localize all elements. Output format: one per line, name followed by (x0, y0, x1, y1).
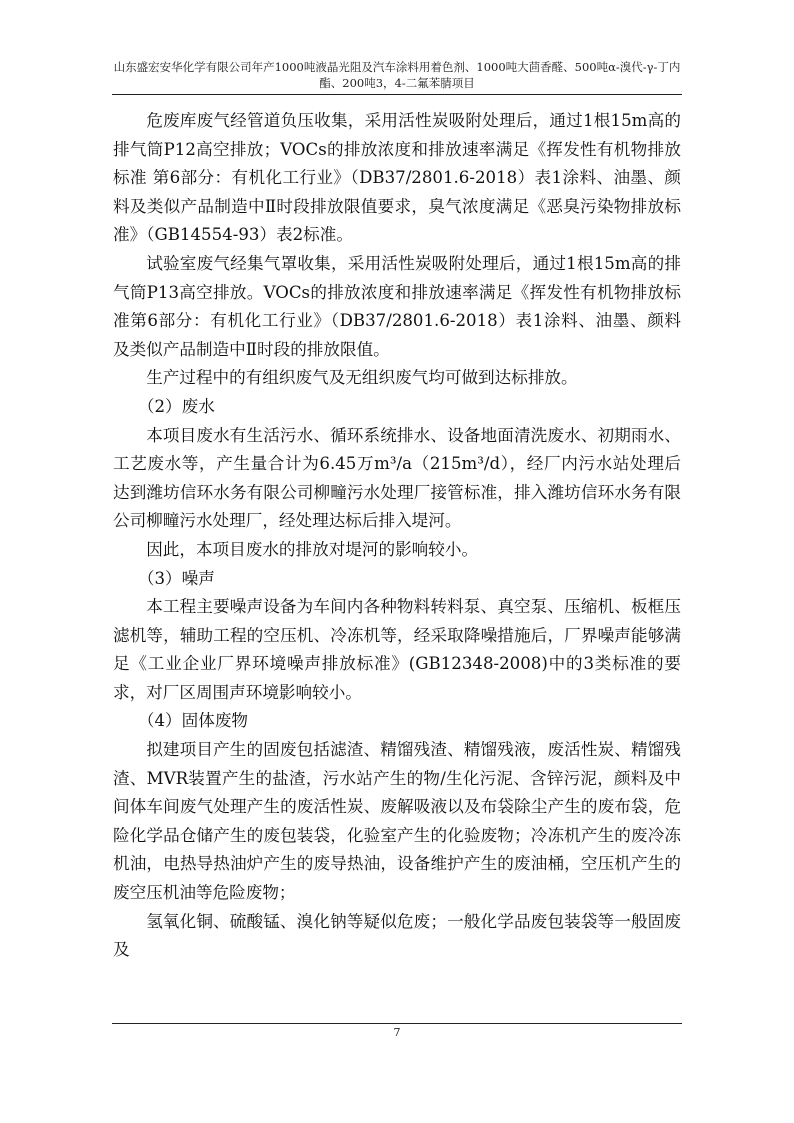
section-heading-solid-waste: （4）固体废物 (137, 711, 249, 731)
header-divider (112, 94, 682, 95)
paragraph-wastewater: 本项目废水有生活污水、循环系统排水、设备地面清洗废水、初期雨水、工艺废水等，产生量合计为6.45万m³/a（215m³/d），经厂内污水站处理后达到潍坊信环水务有限公司柳疃污水处理厂接管标准，排入潍坊信环水务有限公司柳疃污水处理厂，经处理达标后排入堤河。 (113, 425, 681, 531)
section-heading-wastewater: （2）废水 (137, 396, 215, 416)
footer-divider (112, 1023, 682, 1024)
body-text (113, 107, 681, 965)
running-header: 山东盛宏安华化学有限公司年产1000吨液晶光阻及汽车涂料用着色剂、1000吨大茴香醛、500吨α-溴代-γ-丁内酯、200吨3，4-二氟苯腈项目 (113, 60, 681, 90)
paragraph-wastewater-conclusion: 因此，本项目废水的排放对堤河的影响较小。 (146, 539, 479, 559)
paragraph-hazardous-waste-storage-gas: 危废库废气经管道负压收集，采用活性炭吸附处理后，通过1根15m高的排气筒P12高空排放；VOCs的排放浓度和排放速率满足《挥发性有机物排放标准 第6部分：有机化工行业》（DB37/2801.6-2018）表1涂料、油墨、颜料及类似产品制造中Ⅱ时段排放限值要求，臭气浓度满足《恶臭污染物排放标准》（GB14554-93）表2标准。 (113, 111, 681, 245)
paragraph-noise: 本工程主要噪声设备为车间内各种物料转料泵、真空泵、压缩机、板框压滤机等，辅助工程的空压机、冷冻机等，经采取降噪措施后，厂界噪声能够满足《工业企业厂界环境噪声排放标准》(GB12348-2008)中的3类标准的要求，对厂区周围声环境影响较小。 (113, 597, 681, 702)
paragraph-laboratory-gas: 试验室废气经集气罩收集，采用活性炭吸附处理后，通过1根15m高的排气筒P13高空排放。VOCs的排放浓度和排放速率满足《挥发性有机物排放标准第6部分：有机化工行业》（DB37/2801.6-2018）表1涂料、油墨、颜料及类似产品制造中Ⅱ时段的排放限值。 (113, 253, 681, 359)
page-number: 7 (393, 1026, 401, 1039)
paragraph-solid-waste: 拟建项目产生的固废包括滤渣、精馏残渣、精馏残液，废活性炭、精馏残渣、MVR装置产生的盐渣，污水站产生的物/生化污泥、含锌污泥，颜料及中间体车间废气处理产生的废活性炭、废解吸液以及布袋除尘产生的废布袋，危险化学品仓储产生的废包装袋，化验室产生的化验废物；冷冻机产生的废冷冻机油，电热导热油炉产生的废导热油，设备维护产生的废油桶，空压机产生的废空压机油等危险废物； (113, 740, 681, 903)
section-heading-noise: （3）噪声 (137, 568, 215, 588)
paragraph-gas-conclusion: 生产过程中的有组织废气及无组织废气均可做到达标排放。 (146, 368, 578, 388)
paragraph-solid-waste-continued: 氢氧化铜、硫酸锰、溴化钠等疑似危废；一般化学品废包装袋等一般固废及 (113, 911, 681, 960)
